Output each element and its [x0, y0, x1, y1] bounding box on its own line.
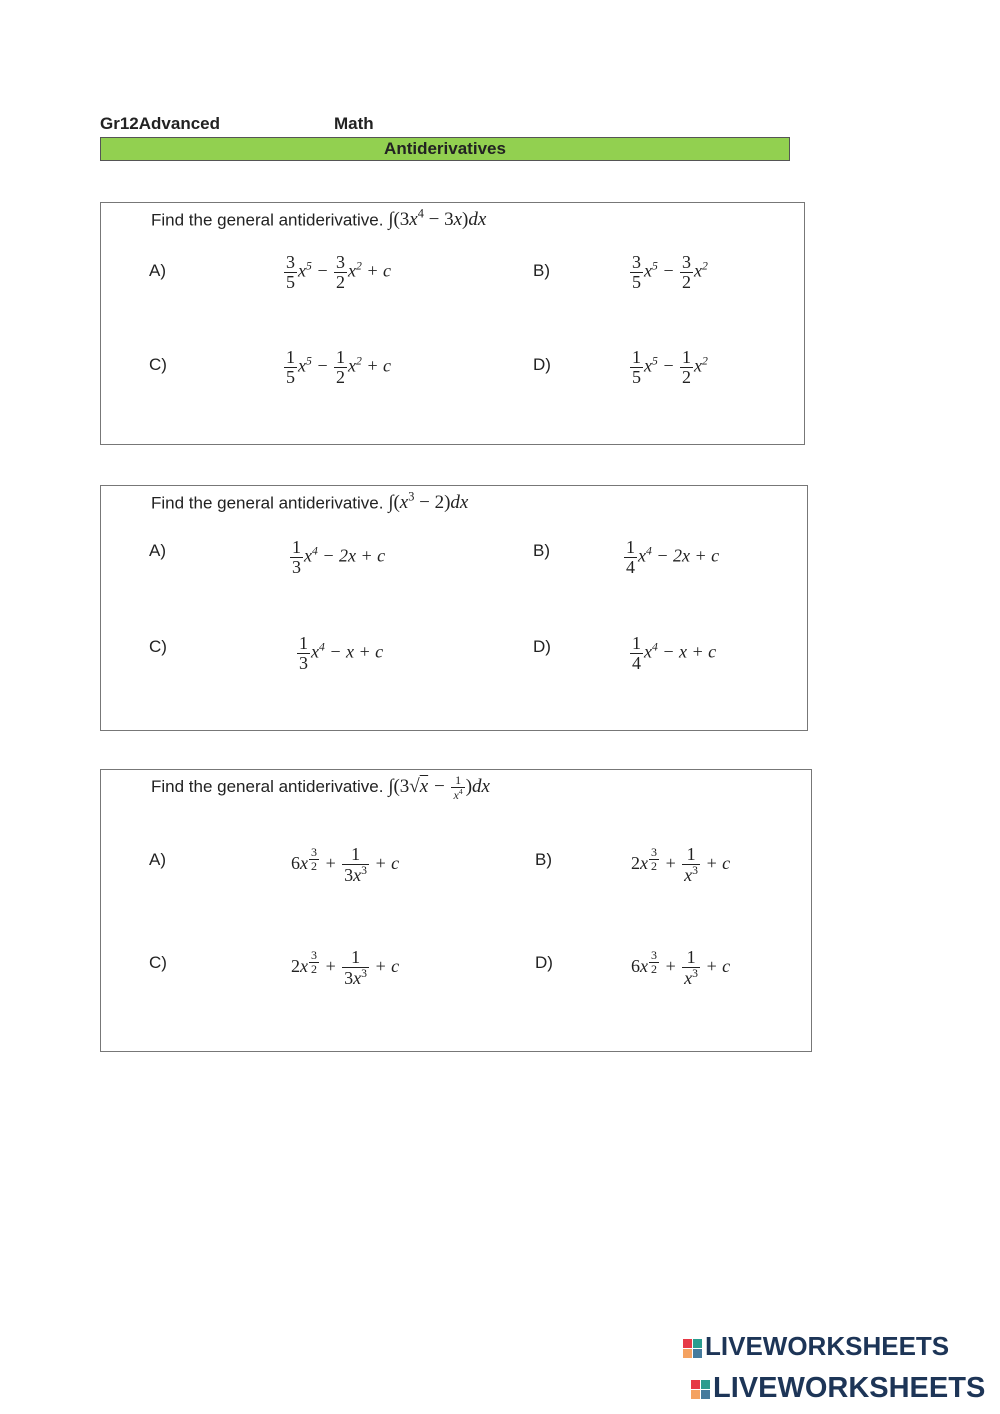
- brand-name: LIVEWORKSHEETS: [705, 1331, 950, 1361]
- question-3-prompt: [151, 774, 490, 801]
- option-c-letter: C): [149, 637, 167, 656]
- q1-option-c[interactable]: $\frac{1}{5}$ $x^5$ − $\frac{1}{2}$ $x^2 + c$: [286, 347, 391, 387]
- question-1-integral: $\int(3x^4 - 3x)dx$: [388, 207, 487, 231]
- question-1-box: [100, 202, 805, 445]
- q3-option-a[interactable]: 6x $^{\frac{3}{2}}$ + $\frac{1}{3x^3}$ + c: [291, 844, 400, 885]
- brand-name: LIVEWORKSHEETS: [713, 1372, 986, 1404]
- option-c-letter: C): [149, 953, 167, 972]
- option-d-letter: D): [533, 637, 551, 656]
- option-d-letter: D): [535, 953, 553, 972]
- q3-option-d[interactable]: 6x $^{\frac{3}{2}}$ + $\frac{1}{x^3}$ + c: [631, 947, 731, 988]
- q2-option-d[interactable]: $\frac{1}{4}$ $x^4 - x + c$: [632, 633, 717, 673]
- option-b-letter: B): [533, 541, 550, 560]
- question-3-box: [100, 769, 812, 1052]
- option-c-letter: C): [149, 355, 167, 374]
- question-1-prompt: [151, 207, 486, 231]
- q2-option-b[interactable]: $\frac{1}{4}$ $x^4 - 2x + c$: [626, 537, 720, 577]
- option-b-letter: B): [533, 261, 550, 280]
- option-a-letter: A): [149, 850, 166, 869]
- q3-option-b[interactable]: 2x $^{\frac{3}{2}}$ + $\frac{1}{x^3}$ + c: [631, 844, 731, 885]
- prompt-text: Find the general antiderivative.: [151, 210, 384, 230]
- grade-label: Gr12Advanced: [100, 114, 220, 133]
- question-2-prompt: [151, 490, 468, 514]
- option-a-letter: A): [149, 541, 166, 560]
- option-b-letter: B): [535, 850, 552, 869]
- prompt-text: Find the general antiderivative.: [151, 776, 384, 796]
- q1-option-a[interactable]: $\frac{3}{5}$ $x^5$ − $\frac{3}{2}$ $x^2 + c$: [286, 252, 391, 292]
- q2-option-c[interactable]: $\frac{1}{3}$ $x^4 - x + c$: [299, 633, 384, 673]
- question-3-integral: ∫(3√x − $\frac{1}{x^4}$ )dx: [388, 773, 490, 802]
- option-d-letter: D): [533, 355, 551, 374]
- liveworksheets-logo: [683, 1331, 949, 1362]
- q1-option-b[interactable]: $\frac{3}{5}$ $x^5$ − $\frac{3}{2}$ $x^2$: [632, 252, 708, 292]
- question-2-box: [100, 485, 808, 731]
- liveworksheets-logo-icon: [691, 1380, 710, 1399]
- option-a-letter: A): [149, 261, 166, 280]
- topic-banner: Antiderivatives: [100, 137, 790, 161]
- liveworksheets-logo-secondary: [691, 1372, 985, 1405]
- question-2-integral: $\int(x^3 - 2)dx$: [388, 490, 469, 514]
- q1-option-d[interactable]: $\frac{1}{5}$ $x^5$ − $\frac{1}{2}$ $x^2$: [632, 347, 708, 387]
- q3-option-c[interactable]: 2x $^{\frac{3}{2}}$ + $\frac{1}{3x^3}$ + c: [291, 947, 400, 988]
- q2-option-a[interactable]: $\frac{1}{3}$ $x^4 - 2x + c$: [292, 537, 386, 577]
- liveworksheets-logo-icon: [683, 1339, 702, 1358]
- prompt-text: Find the general antiderivative.: [151, 493, 384, 513]
- subject-label: Math: [334, 114, 374, 133]
